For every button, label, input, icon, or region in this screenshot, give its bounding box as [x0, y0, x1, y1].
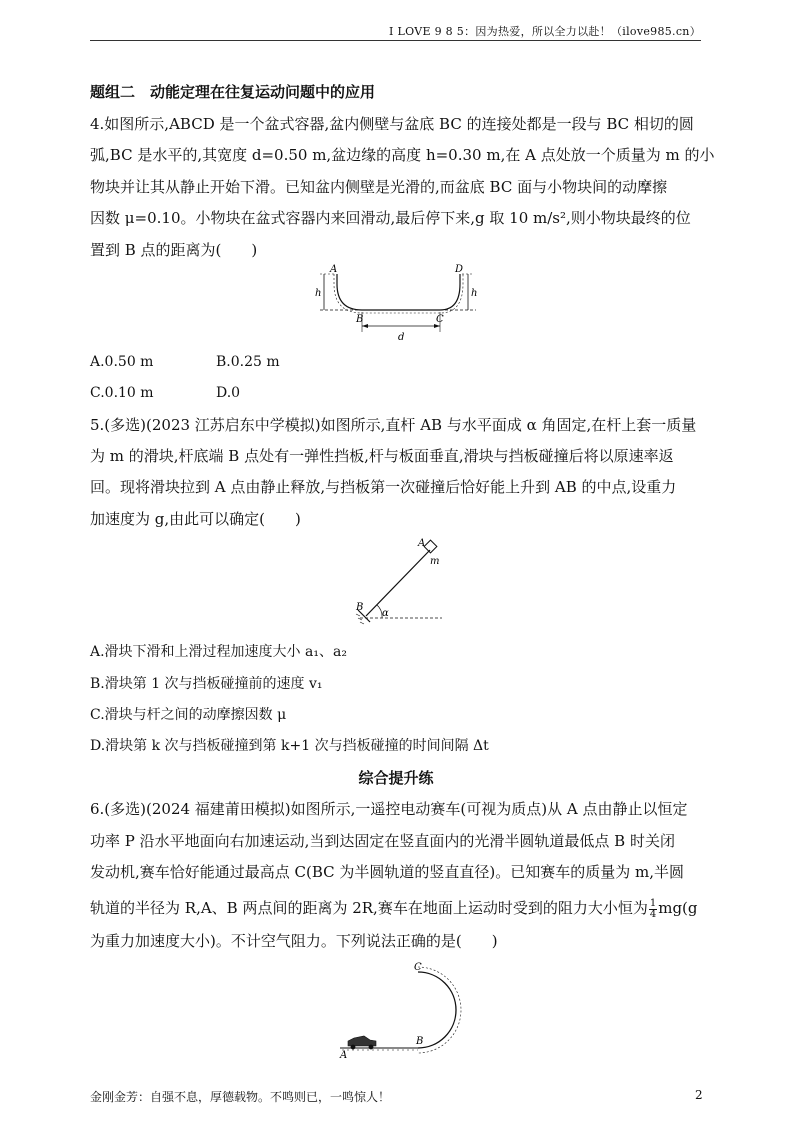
label-b: B [416, 1036, 424, 1047]
q6-line-4-tail: mg(g [658, 899, 698, 917]
q6-track-figure [330, 958, 470, 1060]
q5-option-b[interactable]: B.滑块第 1 次与挡板碰撞前的速度 v₁ [90, 676, 323, 692]
fraction-denominator: 4 [649, 908, 657, 920]
q4-basin-figure [312, 262, 482, 344]
q4-option-a[interactable]: A.0.50 m [90, 354, 154, 370]
label-b: B [356, 314, 364, 325]
q5-line-2: 为 m 的滑块,杆底端 B 点处有一弹性挡板,杆与板面垂直,滑块与挡板碰撞后将以原速率返 [90, 447, 674, 465]
q5-option-c[interactable]: C.滑块与杆之间的动摩擦因数 μ [90, 707, 287, 723]
q6-line-5: 为重力加速度大小)。不计空气阻力。下列说法正确的是( ) [90, 932, 498, 950]
q5-rod-figure [346, 538, 456, 632]
label-c: C [436, 314, 444, 325]
q5-line-1: 5.(多选)(2023 江苏启东中学模拟)如图所示,直杆 AB 与水平面成 α 角固定,在杆上套一质量 [90, 416, 697, 434]
header-text: I LOVE 9 8 5：因为热爱，所以全力以赴！（ilove985.cn） [389, 25, 701, 38]
q6-line-3: 发动机,赛车恰好能通过最高点 C(BC 为半圆轨道的竖直直径)。已知赛车的质量为 m,半圆 [90, 863, 685, 881]
label-alpha: α [382, 608, 389, 619]
q6-line-4-text: 轨道的半径为 R,A、B 两点间的距离为 2R,赛车在地面上运动时受到的阻力大小恒为 [90, 899, 648, 917]
label-d: D [455, 264, 464, 275]
label-h-left: h [315, 288, 322, 299]
q4-option-c[interactable]: C.0.10 m [90, 385, 154, 401]
q4-option-b[interactable]: B.0.25 m [216, 354, 280, 370]
label-h-right: h [471, 288, 478, 299]
q4-line-1: 4.如图所示,ABCD 是一个盆式容器,盆内侧壁与盆底 BC 的连接处都是一段与 BC 相切的圆 [90, 115, 694, 133]
fraction-quarter [649, 899, 657, 920]
section-title: 题组二 动能定理在往复运动问题中的应用 [90, 83, 376, 101]
label-a: A [340, 1050, 348, 1060]
label-a: A [418, 538, 426, 549]
page-header [90, 20, 701, 41]
q4-option-d[interactable]: D.0 [216, 385, 241, 401]
q6-line-4 [90, 898, 702, 920]
footer-motto: 金刚金芳：自强不息，厚德载物。不鸣则已，一鸣惊人！ [90, 1090, 391, 1104]
q5-line-4: 加速度为 g,由此可以确定( ) [90, 510, 301, 528]
q5-line-3: 回。现将滑块拉到 A 点由静止释放,与挡板第一次碰撞后恰好能上升到 AB 的中点,设重力 [90, 478, 677, 496]
q4-line-5: 置到 B 点的距离为( ) [90, 241, 258, 259]
label-d-width: d [398, 332, 405, 343]
section-title: 综合提升练 [358, 769, 434, 787]
label-a: A [330, 264, 338, 275]
q5-option-d[interactable]: D.滑块第 k 次与挡板碰撞到第 k+1 次与挡板碰撞的时间间隔 Δt [90, 738, 489, 754]
label-c: C [414, 962, 422, 973]
q4-line-4: 因数 μ=0.10。小物块在盆式容器内来回滑动,最后停下来,g 取 10 m/s²,则小物块最终的位 [90, 209, 691, 227]
fraction-numerator: 1 [649, 897, 657, 909]
q6-line-2: 功率 P 沿水平地面向右加速运动,当到达固定在竖直面内的光滑半圆轨道最低点 B 时关闭 [90, 832, 675, 850]
label-b: B [356, 602, 364, 613]
q5-option-a[interactable]: A.滑块下滑和上滑过程加速度大小 a₁、a₂ [90, 644, 347, 660]
q6-line-1: 6.(多选)(2024 福建莆田模拟)如图所示,一遥控电动赛车(可视为质点)从 A 点由静止以恒定 [90, 800, 688, 818]
page-number: 2 [695, 1088, 703, 1102]
q4-line-2: 弧,BC 是水平的,其宽度 d=0.50 m,盆边缘的高度 h=0.30 m,在 A 点处放一个质量为 m 的小 [90, 146, 715, 164]
q4-line-3: 物块并让其从静止开始下滑。已知盆内侧壁是光滑的,而盆底 BC 面与小物块间的动摩擦 [90, 178, 668, 196]
label-m: m [430, 556, 440, 567]
